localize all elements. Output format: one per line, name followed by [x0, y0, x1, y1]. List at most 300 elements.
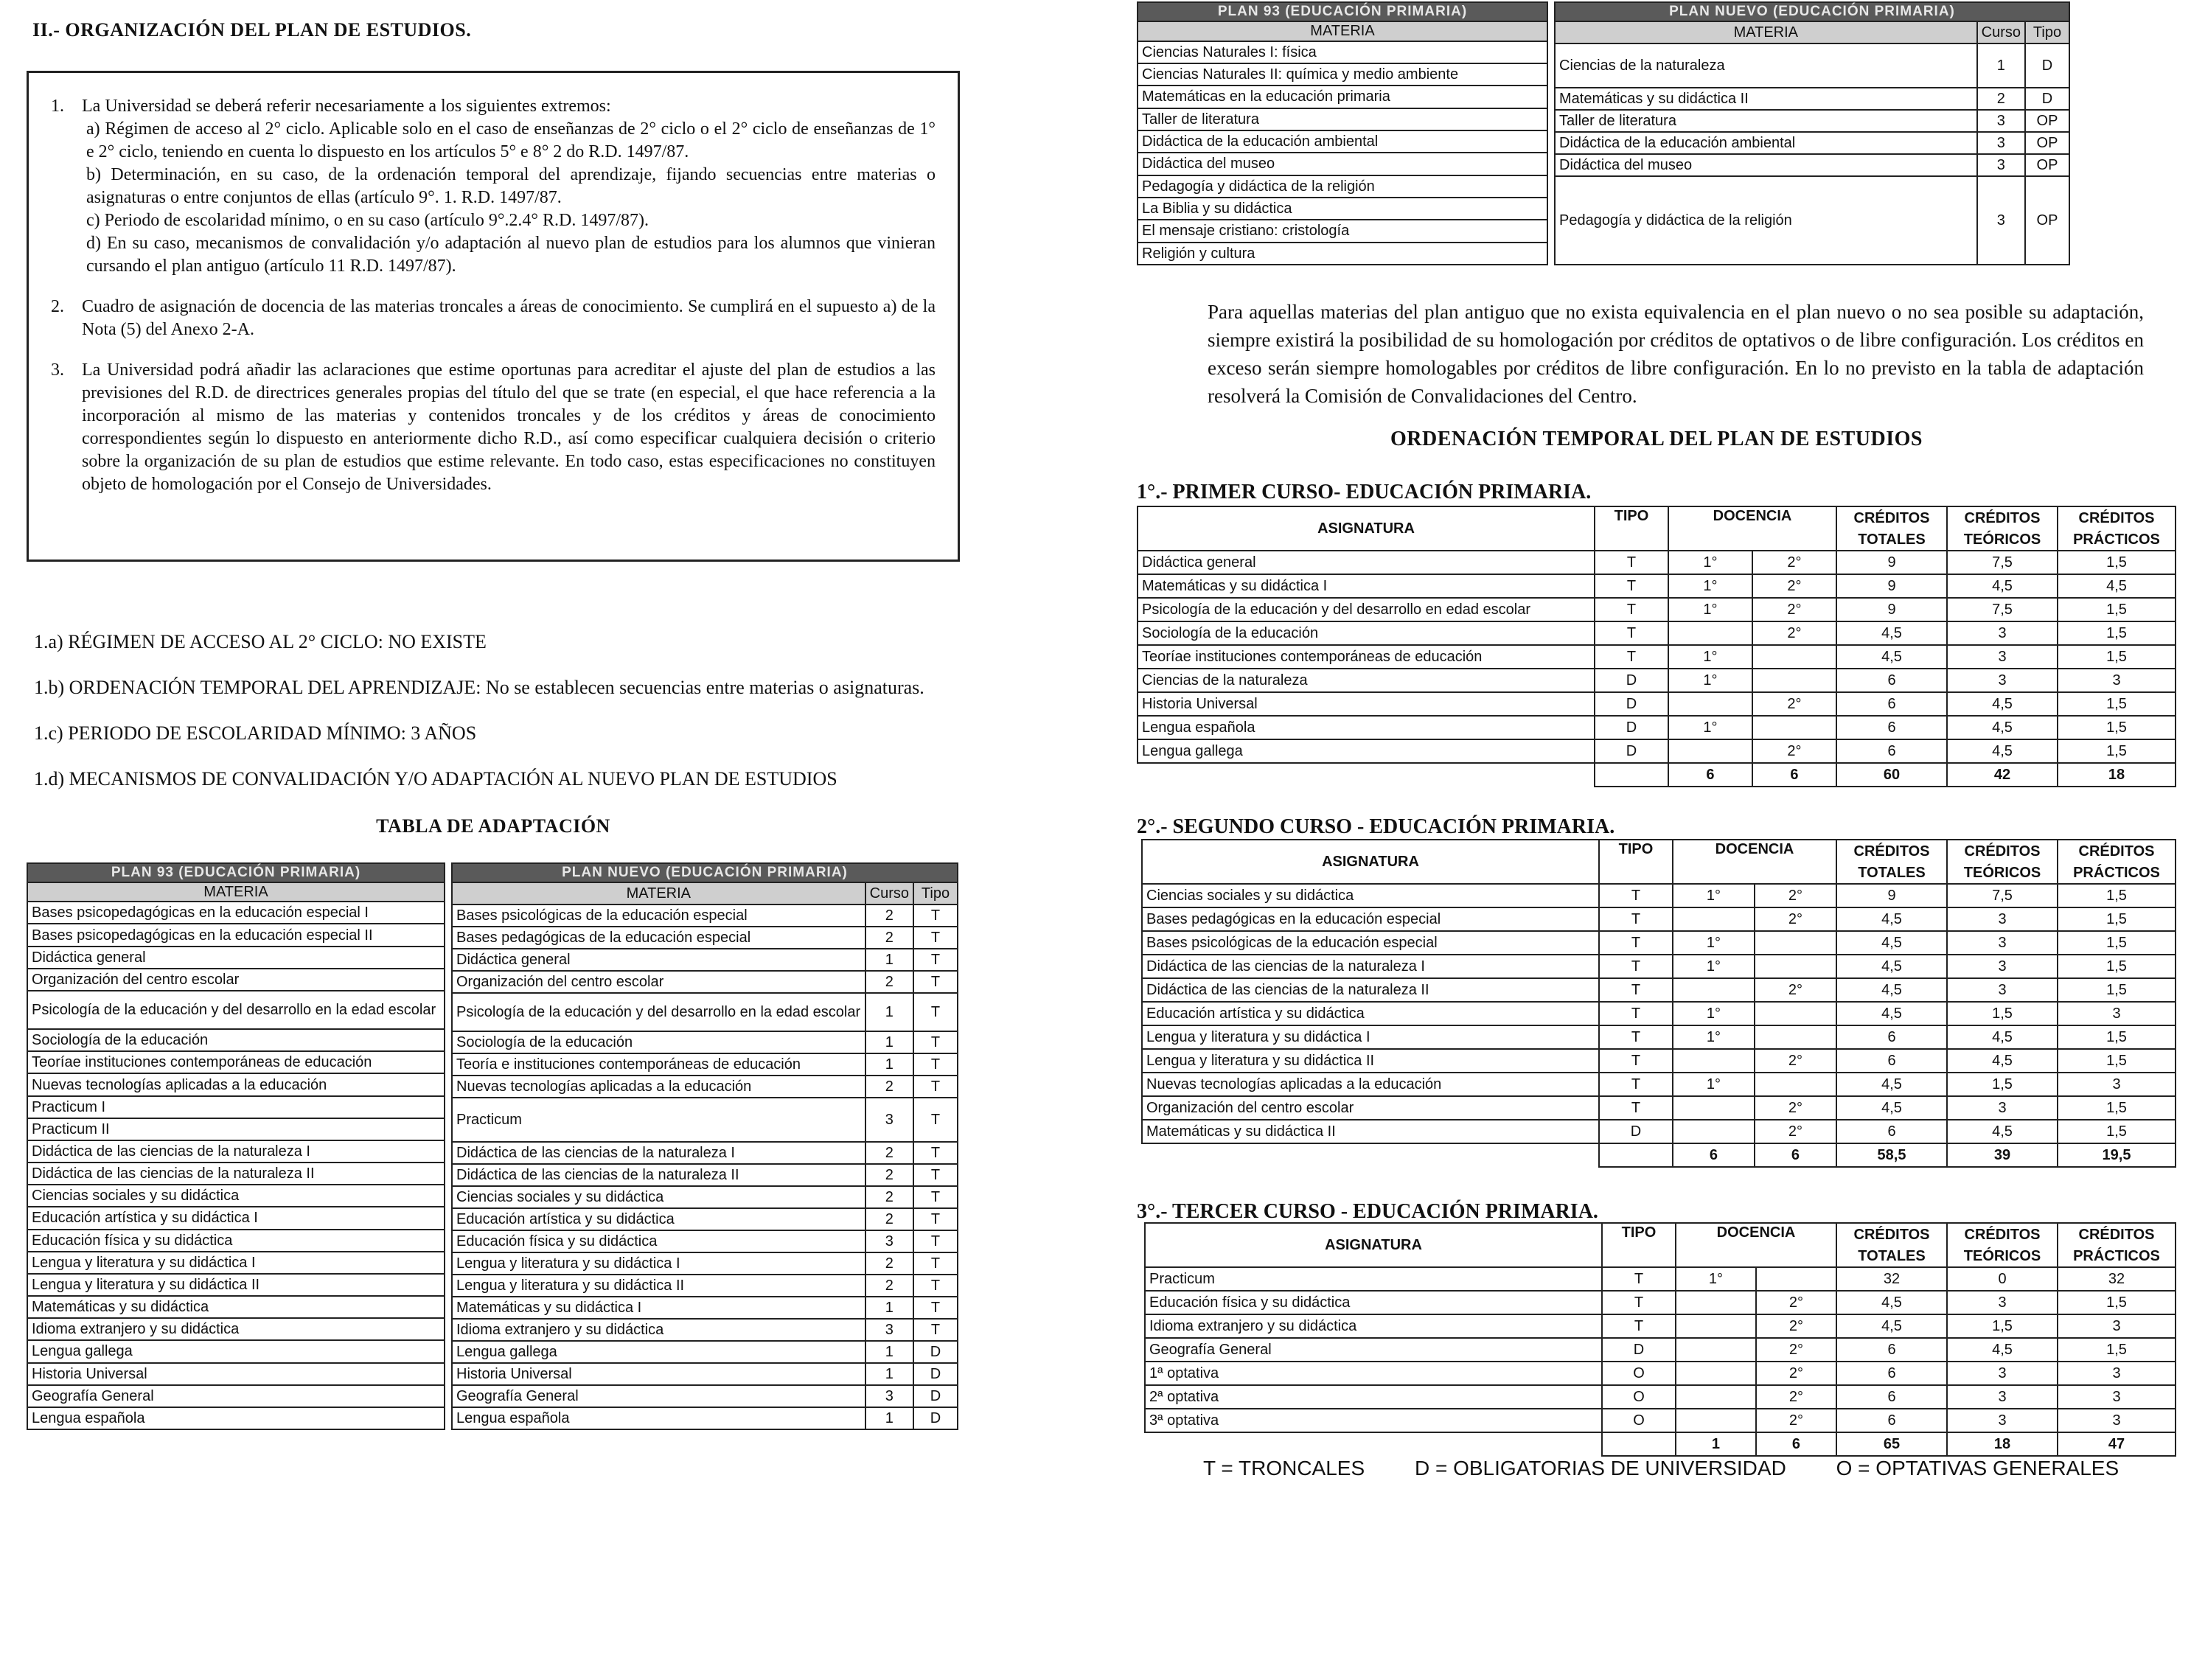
total-creditos-practicos: 18 — [2058, 763, 2176, 787]
tipo-cell: D — [913, 1363, 958, 1385]
creditos-teoricos-cell: 3 — [1947, 1362, 2058, 1385]
new-materia-cell: Educación física y su didáctica — [452, 1230, 865, 1252]
table-row — [452, 993, 958, 1031]
table-row — [1138, 551, 2176, 574]
table-row — [1145, 1314, 2176, 1338]
tipo-cell: OP — [2025, 176, 2069, 265]
old-materia-cell: Matemáticas en la educación primaria — [1138, 86, 1547, 108]
docencia-2-cell — [1755, 1025, 1836, 1049]
old-materia-cell: Lengua y literatura y su didáctica II — [27, 1274, 445, 1296]
total-creditos-teoricos: 18 — [1947, 1432, 2058, 1456]
tipo-cell: T — [1599, 1025, 1673, 1049]
creditos-practicos-cell: 1,5 — [2058, 1120, 2176, 1143]
curso-cell: 2 — [865, 1186, 913, 1208]
new-plan-header: PLAN NUEVO (EDUCACIÓN PRIMARIA) — [1555, 2, 2069, 21]
creditos-practicos-header-1: CRÉDITOS — [2058, 840, 2176, 862]
old-materia-cell: Lengua española — [27, 1407, 445, 1429]
materia-header: MATERIA — [452, 882, 865, 905]
creditos-teoricos-cell: 0 — [1947, 1267, 2058, 1291]
asignatura-cell: 3ª optativa — [1145, 1409, 1602, 1432]
new-materia-cell: Taller de literatura — [1555, 110, 1977, 132]
table-row — [452, 1407, 958, 1429]
table-row — [452, 949, 958, 971]
creditos-practicos-cell: 1,5 — [2058, 978, 2176, 1002]
table-row — [1138, 669, 2176, 692]
creditos-practicos-header-2: PRÁCTICOS — [2058, 862, 2176, 884]
creditos-totales-cell: 4,5 — [1836, 978, 1947, 1002]
old-plan-header: PLAN 93 (EDUCACIÓN PRIMARIA) — [1138, 2, 1547, 21]
tipo-cell: O — [1602, 1362, 1676, 1385]
table-row — [27, 1118, 445, 1140]
table-row — [1138, 220, 1547, 242]
docencia-1-cell — [1673, 978, 1755, 1002]
tipo-cell: T — [1599, 955, 1673, 978]
asignatura-cell: Organización del centro escolar — [1142, 1096, 1599, 1120]
note-sub-c: c) Periodo de escolaridad mínimo, o en su caso (artículo 9°.2.4° R.D. 1497/87). — [86, 211, 649, 230]
creditos-totales-cell: 9 — [1836, 598, 1947, 621]
old-materia-cell: Didáctica de las ciencias de la naturaleza II — [27, 1163, 445, 1185]
note-number: 1. — [51, 97, 64, 116]
creditos-teoricos-cell: 7,5 — [1947, 884, 2058, 907]
tipo-cell: T — [913, 927, 958, 949]
tipo-cell: T — [913, 949, 958, 971]
creditos-totales-cell: 4,5 — [1836, 645, 1947, 669]
table-row — [452, 1142, 958, 1164]
docencia-1-cell — [1668, 739, 1752, 763]
docencia-2-cell: 2° — [1755, 1049, 1836, 1073]
docencia-1-cell — [1676, 1338, 1756, 1362]
curso-cell: 3 — [1977, 110, 2025, 132]
asignatura-header: ASIGNATURA — [1142, 840, 1599, 884]
creditos-teoricos-cell: 3 — [1947, 621, 2058, 645]
creditos-teoricos-cell: 1,5 — [1947, 1002, 2058, 1025]
section-title: II.- ORGANIZACIÓN DEL PLAN DE ESTUDIOS. — [32, 19, 472, 41]
docencia-1-cell — [1673, 1049, 1755, 1073]
creditos-teoricos-cell: 3 — [1947, 931, 2058, 955]
table-row — [1142, 1096, 2176, 1120]
new-materia-cell: Nuevas tecnologías aplicadas a la educación — [452, 1076, 865, 1098]
creditos-practicos-cell: 1,5 — [2058, 645, 2176, 669]
table-row — [1138, 716, 2176, 739]
creditos-teoricos-cell: 1,5 — [1947, 1073, 2058, 1096]
curso-cell: 1 — [865, 1297, 913, 1319]
tipo-cell: D — [2025, 43, 2069, 88]
table-row — [1142, 955, 2176, 978]
tipo-cell: O — [1602, 1385, 1676, 1409]
new-materia-cell: Ciencias sociales y su didáctica — [452, 1186, 865, 1208]
new-materia-cell: Historia Universal — [452, 1363, 865, 1385]
docencia-2-cell: 2° — [1755, 1120, 1836, 1143]
new-materia-cell: Didáctica de las ciencias de la naturaleza II — [452, 1164, 865, 1186]
curso-header: Curso — [865, 882, 913, 905]
adaptation-table-continued — [1137, 1, 2070, 265]
new-materia-cell: Bases psicológicas de la educación especial — [452, 905, 865, 927]
creditos-teoricos-cell: 3 — [1947, 645, 2058, 669]
table-row — [27, 1363, 445, 1385]
table-row — [27, 1096, 445, 1118]
asignatura-cell: Psicología de la educación y del desarrollo en edad escolar — [1138, 598, 1595, 621]
asignatura-cell: Geografía General — [1145, 1338, 1602, 1362]
old-materia-cell: Practicum I — [27, 1096, 445, 1118]
table-row — [1145, 1385, 2176, 1409]
docencia-1-cell — [1676, 1314, 1756, 1338]
table-row — [452, 1230, 958, 1252]
asignatura-cell: Lengua y literatura y su didáctica I — [1142, 1025, 1599, 1049]
table-row — [27, 991, 445, 1029]
old-materia-cell: Sociología de la educación — [27, 1029, 445, 1051]
table-row — [1138, 645, 2176, 669]
creditos-totales-cell: 6 — [1836, 692, 1947, 716]
docencia-1-cell — [1668, 692, 1752, 716]
asignatura-cell: 2ª optativa — [1145, 1385, 1602, 1409]
creditos-teoricos-cell: 7,5 — [1947, 551, 2058, 574]
tipo-cell: T — [913, 1142, 958, 1164]
old-materia-cell: Lengua gallega — [27, 1340, 445, 1362]
table-row — [452, 1076, 958, 1098]
total-docencia-2: 6 — [1752, 763, 1836, 787]
creditos-totales-cell: 9 — [1836, 884, 1947, 907]
creditos-totales-cell: 4,5 — [1836, 1291, 1947, 1314]
materia-header: MATERIA — [1138, 21, 1547, 41]
docencia-1-cell: 1° — [1676, 1267, 1756, 1291]
new-materia-cell: Organización del centro escolar — [452, 971, 865, 993]
old-materia-cell: Ciencias Naturales II: química y medio ambiente — [1138, 63, 1547, 86]
tipo-cell: T — [913, 1252, 958, 1275]
tipo-cell: D — [913, 1341, 958, 1363]
totals-empty-cell — [1602, 1432, 1676, 1456]
totals-row — [1145, 1432, 2176, 1456]
asignatura-cell: Didáctica general — [1138, 551, 1595, 574]
docencia-1-cell: 1° — [1668, 551, 1752, 574]
old-materia-cell: Historia Universal — [27, 1363, 445, 1385]
old-materia-cell: Religión y cultura — [1138, 243, 1547, 265]
creditos-practicos-cell: 3 — [2058, 1073, 2176, 1096]
docencia-1-cell: 1° — [1673, 955, 1755, 978]
tipo-cell: D — [1595, 669, 1668, 692]
table-row — [27, 924, 445, 946]
note-item-2 — [51, 296, 936, 341]
creditos-practicos-cell: 3 — [2058, 1002, 2176, 1025]
legend-obligatorias: D = OBLIGATORIAS DE UNIVERSIDAD — [1414, 1457, 1786, 1479]
creditos-teoricos-cell: 3 — [1947, 1385, 2058, 1409]
creditos-teoricos-header-1: CRÉDITOS — [1947, 1223, 2058, 1245]
docencia-2-cell: 2° — [1752, 692, 1836, 716]
creditos-practicos-cell: 1,5 — [2058, 598, 2176, 621]
asignatura-header: ASIGNATURA — [1138, 506, 1595, 551]
creditos-totales-cell: 6 — [1836, 1120, 1947, 1143]
creditos-practicos-cell: 1,5 — [2058, 1096, 2176, 1120]
table-row — [452, 1031, 958, 1053]
creditos-totales-cell: 6 — [1836, 716, 1947, 739]
old-materia-cell: La Biblia y su didáctica — [1138, 198, 1547, 220]
table-row — [1138, 198, 1547, 220]
creditos-totales-cell: 4,5 — [1836, 1096, 1947, 1120]
totals-empty-cell — [1599, 1143, 1673, 1167]
creditos-totales-header-1: CRÉDITOS — [1836, 1223, 1947, 1245]
tipo-cell: T — [913, 993, 958, 1031]
table-row — [1138, 692, 2176, 716]
curso-cell: 2 — [865, 1252, 913, 1275]
old-materia-cell: Psicología de la educación y del desarrollo en la edad escolar — [27, 991, 445, 1029]
old-materia-cell: Ciencias sociales y su didáctica — [27, 1185, 445, 1207]
tipo-cell: T — [1602, 1291, 1676, 1314]
table-row — [452, 1385, 958, 1407]
creditos-teoricos-cell: 3 — [1947, 669, 2058, 692]
creditos-totales-cell: 6 — [1836, 669, 1947, 692]
table-row — [1142, 1049, 2176, 1073]
tipo-cell: OP — [2025, 110, 2069, 132]
new-materia-cell: Educación artística y su didáctica — [452, 1208, 865, 1230]
creditos-totales-cell: 6 — [1836, 1025, 1947, 1049]
table-row — [452, 1053, 958, 1076]
table-row — [452, 1164, 958, 1186]
docencia-1-cell — [1673, 907, 1755, 931]
docencia-2-cell: 2° — [1752, 574, 1836, 598]
total-creditos-teoricos: 39 — [1947, 1143, 2058, 1167]
tipo-cell: T — [1602, 1314, 1676, 1338]
total-docencia-2: 6 — [1755, 1143, 1836, 1167]
table-row — [27, 947, 445, 969]
table-row — [1555, 88, 2069, 110]
old-materia-cell: El mensaje cristiano: cristología — [1138, 220, 1547, 242]
table-row — [1138, 175, 1547, 198]
curso-cell: 2 — [865, 1164, 913, 1186]
note-item-3 — [51, 359, 936, 496]
legend-optativas: O = OPTATIVAS GENERALES — [1836, 1457, 2119, 1479]
legend-troncales: T = TRONCALES — [1203, 1457, 1365, 1479]
old-materia-cell: Lengua y literatura y su didáctica I — [27, 1252, 445, 1274]
table-row — [452, 1252, 958, 1275]
docencia-2-cell: 2° — [1752, 739, 1836, 763]
old-materia-cell: Educación artística y su didáctica I — [27, 1207, 445, 1229]
creditos-practicos-header-2: PRÁCTICOS — [2058, 529, 2176, 551]
note-number: 3. — [51, 360, 64, 380]
docencia-2-cell — [1755, 931, 1836, 955]
creditos-totales-header-2: TOTALES — [1836, 1245, 1947, 1267]
note-text: La Universidad podrá añadir las aclaraciones que estime oportunas para acreditar el ajuste del plan de estudios a las previsiones del R.D. de directrices generales propias del título del que se trate (en especial, el que hace referencia a la incorporación al mismo de las materias y contenidos troncales y de los créditos y áreas de conocimiento correspondientes según lo dispuesto en anteriormente dicho R.D., así como especificar cualquiera decisión o criterio sobre la organización de su plan de estudios que estime relevante. En todo caso, estas especificaciones no constituyen objeto de homologación por el Consejo de Universidades. — [82, 360, 936, 494]
tipo-cell: T — [913, 1297, 958, 1319]
tipo-cell: D — [2025, 88, 2069, 110]
asignatura-cell: Educación artística y su didáctica — [1142, 1002, 1599, 1025]
docencia-2-cell: 2° — [1755, 978, 1836, 1002]
table-row — [1145, 1338, 2176, 1362]
docencia-2-cell — [1752, 716, 1836, 739]
creditos-totales-cell: 4,5 — [1836, 621, 1947, 645]
table-row — [1555, 110, 2069, 132]
new-plan-table-2 — [1554, 1, 2070, 265]
table-row — [1138, 153, 1547, 175]
total-creditos-totales: 58,5 — [1836, 1143, 1947, 1167]
docencia-1-cell: 1° — [1673, 1025, 1755, 1049]
asignatura-cell: Didáctica de las ciencias de la naturaleza I — [1142, 955, 1599, 978]
docencia-2-cell — [1755, 1073, 1836, 1096]
docencia-2-cell: 2° — [1755, 907, 1836, 931]
note-sub-a: a) Régimen de acceso al 2° ciclo. Aplicable solo en el caso de enseñanzas de 2° ciclo o el 2° ciclo de enseñanzas de 1° e 2° ciclo, teniendo en cuenta lo dispuesto en los artículos 5° e 8° 2 do R.D. 1497/87. — [86, 119, 936, 161]
table-row — [1555, 154, 2069, 176]
curso-cell: 2 — [865, 971, 913, 993]
creditos-practicos-cell: 3 — [2058, 1409, 2176, 1432]
old-materia-cell: Didáctica de la educación ambiental — [1138, 130, 1547, 153]
asignatura-cell: Matemáticas y su didáctica II — [1142, 1120, 1599, 1143]
table-row — [1142, 1073, 2176, 1096]
new-plan-table — [451, 862, 958, 1430]
note-number: 2. — [51, 297, 64, 316]
total-creditos-practicos: 19,5 — [2058, 1143, 2176, 1167]
table-row — [1138, 108, 1547, 130]
tipo-cell: T — [913, 1164, 958, 1186]
new-materia-cell: Teoría e instituciones contemporáneas de educación — [452, 1053, 865, 1076]
table-row — [1138, 739, 2176, 763]
docencia-1-cell — [1673, 1120, 1755, 1143]
creditos-totales-cell: 6 — [1836, 1385, 1947, 1409]
creditos-totales-header-1: CRÉDITOS — [1836, 840, 1947, 862]
table-row — [27, 1163, 445, 1185]
curso-cell: 3 — [865, 1385, 913, 1407]
curso-cell: 1 — [865, 1407, 913, 1429]
tipo-cell: T — [913, 1053, 958, 1076]
tipo-cell: T — [913, 1319, 958, 1341]
new-materia-cell: Ciencias de la naturaleza — [1555, 43, 1977, 88]
tipo-cell: T — [913, 1098, 958, 1142]
creditos-practicos-cell: 1,5 — [2058, 1338, 2176, 1362]
adaptation-table — [27, 862, 958, 1430]
creditos-teoricos-cell: 3 — [1947, 1096, 2058, 1120]
docencia-2-cell: 2° — [1756, 1314, 1836, 1338]
asignatura-cell: Bases psicológicas de la educación especial — [1142, 931, 1599, 955]
asignatura-cell: Sociología de la educación — [1138, 621, 1595, 645]
tipo-cell: D — [1595, 692, 1668, 716]
creditos-totales-cell: 4,5 — [1836, 1314, 1947, 1338]
totals-empty-cell — [1145, 1432, 1602, 1456]
table-row — [1138, 243, 1547, 265]
creditos-teoricos-cell: 4,5 — [1947, 739, 2058, 763]
tipo-cell: T — [1599, 931, 1673, 955]
tipo-cell: T — [1599, 978, 1673, 1002]
docencia-2-cell — [1752, 645, 1836, 669]
tipo-cell: T — [1599, 1049, 1673, 1073]
creditos-practicos-cell: 3 — [2058, 669, 2176, 692]
creditos-totales-header-2: TOTALES — [1836, 529, 1947, 551]
tipo-cell: T — [1595, 645, 1668, 669]
docencia-1-cell: 1° — [1668, 645, 1752, 669]
curso-cell: 3 — [1977, 132, 2025, 154]
curso-cell: 1 — [865, 1341, 913, 1363]
creditos-teoricos-header-1: CRÉDITOS — [1947, 506, 2058, 529]
asignatura-cell: Lengua gallega — [1138, 739, 1595, 763]
creditos-teoricos-cell: 3 — [1947, 1409, 2058, 1432]
table-row — [27, 1207, 445, 1229]
totals-empty-cell — [1595, 763, 1668, 787]
creditos-practicos-header-1: CRÉDITOS — [2058, 1223, 2176, 1245]
docencia-2-cell: 2° — [1756, 1291, 1836, 1314]
creditos-practicos-cell: 3 — [2058, 1314, 2176, 1338]
docencia-1-cell: 1° — [1668, 669, 1752, 692]
creditos-practicos-cell: 3 — [2058, 1362, 2176, 1385]
course-2-table — [1141, 839, 2176, 1168]
table-row — [27, 1029, 445, 1051]
tipo-cell: D — [1595, 739, 1668, 763]
old-plan-header: PLAN 93 (EDUCACIÓN PRIMARIA) — [27, 863, 445, 882]
creditos-practicos-cell: 3 — [2058, 1385, 2176, 1409]
curso-cell: 1 — [865, 993, 913, 1031]
table-row — [27, 1318, 445, 1340]
creditos-practicos-header-2: PRÁCTICOS — [2058, 1245, 2176, 1267]
docencia-1-cell: 1° — [1668, 574, 1752, 598]
new-materia-cell: Sociología de la educación — [452, 1031, 865, 1053]
tipo-cell: T — [913, 1230, 958, 1252]
creditos-totales-cell: 4,5 — [1836, 907, 1947, 931]
new-materia-cell: Didáctica de las ciencias de la naturaleza I — [452, 1142, 865, 1164]
docencia-2-cell: 2° — [1752, 598, 1836, 621]
answer-1b: 1.b) ORDENACIÓN TEMPORAL DEL APRENDIZAJE: No se establecen secuencias entre materias o asignaturas. — [34, 677, 924, 698]
table-row — [27, 902, 445, 924]
new-materia-cell: Didáctica general — [452, 949, 865, 971]
curso-cell: 3 — [1977, 154, 2025, 176]
docencia-2-cell: 2° — [1752, 551, 1836, 574]
creditos-practicos-cell: 1,5 — [2058, 621, 2176, 645]
header-row — [1138, 506, 2176, 529]
new-materia-cell: Didáctica de la educación ambiental — [1555, 132, 1977, 154]
tipo-cell: O — [1602, 1409, 1676, 1432]
curso-cell: 1 — [865, 949, 913, 971]
asignatura-cell: Educación física y su didáctica — [1145, 1291, 1602, 1314]
asignatura-cell: Lengua española — [1138, 716, 1595, 739]
new-materia-cell: Didáctica del museo — [1555, 154, 1977, 176]
new-materia-cell: Matemáticas y su didáctica I — [452, 1297, 865, 1319]
tipo-cell: T — [1602, 1267, 1676, 1291]
table-row — [452, 1098, 958, 1142]
table-row — [27, 1185, 445, 1207]
new-materia-cell: Lengua y literatura y su didáctica I — [452, 1252, 865, 1275]
curso-header: Curso — [1977, 21, 2025, 43]
docencia-header: DOCENCIA — [1673, 840, 1836, 884]
tipo-cell: T — [1595, 598, 1668, 621]
creditos-practicos-cell: 1,5 — [2058, 884, 2176, 907]
asignatura-cell: Nuevas tecnologías aplicadas a la educación — [1142, 1073, 1599, 1096]
creditos-totales-cell: 6 — [1836, 739, 1947, 763]
curso-cell: 1 — [865, 1053, 913, 1076]
note-intro: La Universidad se deberá referir necesariamente a los siguientes extremos: — [82, 97, 611, 116]
old-plan-table — [27, 862, 445, 1430]
old-materia-cell: Didáctica de las ciencias de la naturaleza I — [27, 1140, 445, 1163]
old-materia-cell: Didáctica del museo — [1138, 153, 1547, 175]
creditos-teoricos-cell: 4,5 — [1947, 1338, 2058, 1362]
table-row — [452, 1341, 958, 1363]
tipo-cell: T — [913, 971, 958, 993]
creditos-teoricos-cell: 4,5 — [1947, 716, 2058, 739]
total-creditos-totales: 65 — [1836, 1432, 1947, 1456]
new-materia-cell: Bases pedagógicas de la educación especial — [452, 927, 865, 949]
table-row — [1138, 130, 1547, 153]
creditos-practicos-cell: 1,5 — [2058, 907, 2176, 931]
tipo-cell: T — [1599, 884, 1673, 907]
tipo-cell: T — [1595, 574, 1668, 598]
creditos-practicos-cell: 1,5 — [2058, 1049, 2176, 1073]
asignatura-cell: Historia Universal — [1138, 692, 1595, 716]
table-row — [1138, 86, 1547, 108]
table-row — [1142, 978, 2176, 1002]
note-item-1 — [51, 95, 936, 278]
tipo-cell: T — [1595, 551, 1668, 574]
answer-1a: 1.a) RÉGIMEN DE ACCESO AL 2° CICLO: NO EXISTE — [34, 631, 487, 652]
new-materia-cell: Idioma extranjero y su didáctica — [452, 1319, 865, 1341]
old-materia-cell: Nuevas tecnologías aplicadas a la educación — [27, 1073, 445, 1095]
creditos-teoricos-header-2: TEÓRICOS — [1947, 862, 2058, 884]
creditos-totales-header-1: CRÉDITOS — [1836, 506, 1947, 529]
creditos-practicos-cell: 1,5 — [2058, 692, 2176, 716]
table-row — [452, 905, 958, 927]
curso-cell: 2 — [865, 1076, 913, 1098]
